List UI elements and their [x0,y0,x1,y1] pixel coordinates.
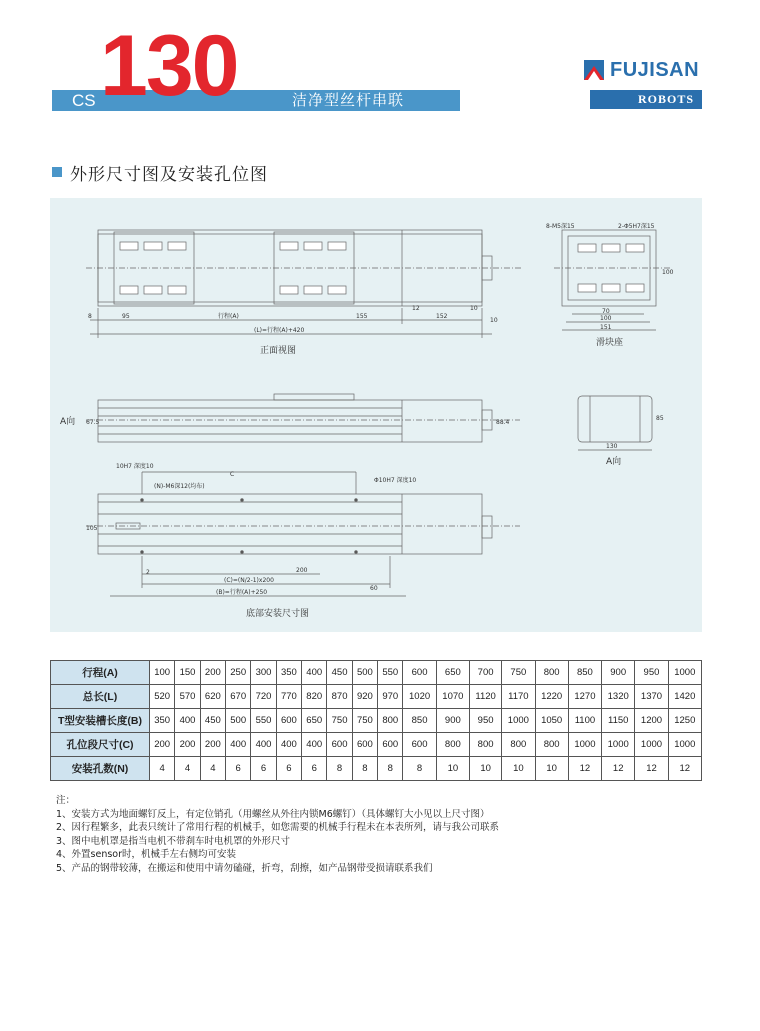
table-cell: 500 [352,661,377,685]
table-cell: 1000 [602,733,635,757]
model-prefix: CS [72,91,96,110]
bottom-label-holes: (N)-M6深12(均布) [154,483,205,490]
table-cell: 800 [436,733,469,757]
table-cell: 6 [226,757,251,781]
row-header: 行程(A) [51,661,150,685]
table-row [51,661,702,685]
table-cell: 600 [403,661,436,685]
note-item: 5、产品的钢带较薄，在搬运和使用中请勿磕碰，折弯，刮擦，如产品钢带受损请联系我们 [56,862,433,874]
table-cell: 1120 [470,685,502,709]
note-item: 3、图中电机罩是指当电机不带刹车时电机罩的外形尺寸 [56,835,291,847]
a-view-dim-85: 85 [656,415,664,422]
table-cell: 10 [436,757,469,781]
bottom-dim-2: 2 [146,569,150,576]
table-cell: 900 [602,661,635,685]
table-cell: 400 [175,709,200,733]
table-cell: 10 [470,757,502,781]
table-cell: 750 [327,709,352,733]
table-cell: 12 [668,757,701,781]
table-cell: 1320 [602,685,635,709]
table-cell: 970 [378,685,403,709]
table-cell: 1050 [535,709,568,733]
side-view-a-label: A向 [60,417,76,427]
table-cell: 550 [378,661,403,685]
brand-name: FUJISAN [610,59,700,81]
table-cell: 400 [276,733,301,757]
technical-drawing [50,198,702,632]
table-cell: 200 [200,733,225,757]
fujisan-logo-icon [584,60,604,80]
bottom-label-pin-right: Φ10H7 深度10 [374,477,417,484]
table-cell: 620 [200,685,225,709]
table-cell: 1070 [436,685,469,709]
section-title: 外形尺寸图及安装孔位图 [70,165,268,185]
table-cell: 12 [602,757,635,781]
table-cell: 800 [535,661,568,685]
table-cell: 600 [403,733,436,757]
table-cell: 1000 [502,709,535,733]
table-cell: 600 [378,733,403,757]
row-header: T型安装槽长度(B) [51,709,150,733]
table-cell: 1100 [568,709,601,733]
table-cell: 8 [327,757,352,781]
table-cell: 4 [175,757,200,781]
dim-12: 12 [412,305,420,312]
notes [56,794,499,875]
bottom-label-pin-left: 10H7 深度10 [116,463,154,470]
table-cell: 350 [150,709,175,733]
front-view-caption: 正面视图 [260,346,297,356]
table-cell: 600 [352,733,377,757]
brand-tag: ROBOTS [637,92,694,106]
table-cell: 850 [568,661,601,685]
table-cell: 570 [175,685,200,709]
table-cell: 250 [226,661,251,685]
slider-dim-70: 70 [602,308,610,315]
table-cell: 920 [352,685,377,709]
table-cell: 450 [327,661,352,685]
table-cell: 1220 [535,685,568,709]
table-cell: 1170 [502,685,535,709]
table-cell: 800 [502,733,535,757]
slider-dim-100: 100 [600,315,612,322]
table-cell: 950 [470,709,502,733]
table-cell: 650 [436,661,469,685]
table-cell: 400 [302,661,327,685]
notes-title: 注： [56,795,76,806]
spec-table [50,660,702,781]
table-cell: 8 [378,757,403,781]
table-cell: 500 [226,709,251,733]
table-cell: 900 [436,709,469,733]
dim-10a: 10 [470,305,478,312]
row-header: 安装孔数(N) [51,757,150,781]
table-cell: 6 [302,757,327,781]
table-cell: 600 [327,733,352,757]
table-cell: 1020 [403,685,436,709]
bottom-view-body [98,494,482,554]
table-cell: 4 [150,757,175,781]
row-header: 总长(L) [51,685,150,709]
side-view-body [98,400,482,442]
table-cell: 720 [251,685,276,709]
table-cell: 650 [302,709,327,733]
bottom-label-c: C [230,471,235,478]
table-cell: 1000 [568,733,601,757]
table-cell: 750 [352,709,377,733]
table-cell: 6 [251,757,276,781]
table-cell: 1420 [668,685,701,709]
note-item: 1、安装方式为地面螺钉反上，有定位销孔（用螺丝从外往内锁M6螺钉）（具体螺钉大小见以上尺寸图） [56,808,490,820]
table-cell: 850 [403,709,436,733]
table-cell: 200 [200,661,225,685]
table-cell: 870 [327,685,352,709]
table-cell: 400 [226,733,251,757]
table-cell: 1270 [568,685,601,709]
table-cell: 12 [568,757,601,781]
table-cell: 550 [251,709,276,733]
slider-label-holes: 8-M5深15 [546,223,575,230]
bottom-dim-b: (B)=行程(A)+250 [216,589,268,596]
table-row [51,733,702,757]
table-cell: 1000 [635,733,668,757]
bottom-dim-60: 60 [370,585,378,592]
a-view-body [578,396,652,442]
table-cell: 12 [635,757,668,781]
dim-stroke: 行程(A) [218,313,239,320]
table-row [51,685,702,709]
table-cell: 670 [226,685,251,709]
model-number: 130 [100,18,238,114]
table-cell: 8 [352,757,377,781]
slider-dim-151: 151 [600,324,612,331]
table-cell: 520 [150,685,175,709]
a-view-caption: A向 [606,457,622,467]
row-header: 孔位段尺寸(C) [51,733,150,757]
table-cell: 6 [276,757,301,781]
table-cell: 8 [403,757,436,781]
table-cell: 1150 [602,709,635,733]
table-cell: 1200 [635,709,668,733]
a-view-dim-130: 130 [606,443,618,450]
table-cell: 1250 [668,709,701,733]
table-cell: 800 [470,733,502,757]
table-cell: 700 [470,661,502,685]
table-cell: 10 [502,757,535,781]
table-row [51,757,702,781]
table-cell: 200 [150,733,175,757]
side-dim-88: 88.4 [496,419,510,426]
table-cell: 100 [150,661,175,685]
slider-caption: 滑块座 [596,338,624,348]
table-cell: 400 [251,733,276,757]
dim-total: (L)=行程(A)+420 [254,327,305,334]
table-cell: 820 [302,685,327,709]
dim-155: 155 [356,313,368,320]
table-cell: 300 [251,661,276,685]
table-cell: 1000 [668,733,701,757]
table-cell: 950 [635,661,668,685]
table-cell: 350 [276,661,301,685]
model-subtitle: 洁净型丝杆串联 [292,91,405,109]
table-cell: 4 [200,757,225,781]
bottom-dim-105: 105 [86,525,98,532]
table-cell: 150 [175,661,200,685]
slider-label-pins: 2-Φ5H7深15 [618,223,655,230]
dim-8: 8 [88,313,92,320]
table-cell: 770 [276,685,301,709]
note-item: 4、外置sensor时，机械手左右侧均可安装 [56,849,237,860]
dim-152: 152 [436,313,448,320]
drawing-panel [50,198,702,632]
table-cell: 450 [200,709,225,733]
side-dim-67: 67.5 [86,419,100,426]
table-cell: 800 [535,733,568,757]
bottom-dim-c: (C)=(N/2-1)x200 [224,577,274,584]
note-item: 2、因行程繁多，此表只统计了常用行程的机械手，如您需要的机械手行程未在本表所列，请与我公司联系 [56,822,500,833]
table-cell: 600 [276,709,301,733]
table-cell: 400 [302,733,327,757]
table-cell: 1370 [635,685,668,709]
table-row [51,709,702,733]
dim-10b: 10 [490,317,498,324]
table-cell: 750 [502,661,535,685]
dim-95: 95 [122,313,130,320]
table-cell: 1000 [668,661,701,685]
section-bullet-icon [52,167,62,177]
slider-dim-100v: 100 [662,269,674,276]
table-cell: 10 [535,757,568,781]
table-cell: 200 [175,733,200,757]
bottom-view-caption: 底部安装尺寸图 [246,609,310,619]
table-cell: 800 [378,709,403,733]
bottom-dim-200: 200 [296,567,308,574]
